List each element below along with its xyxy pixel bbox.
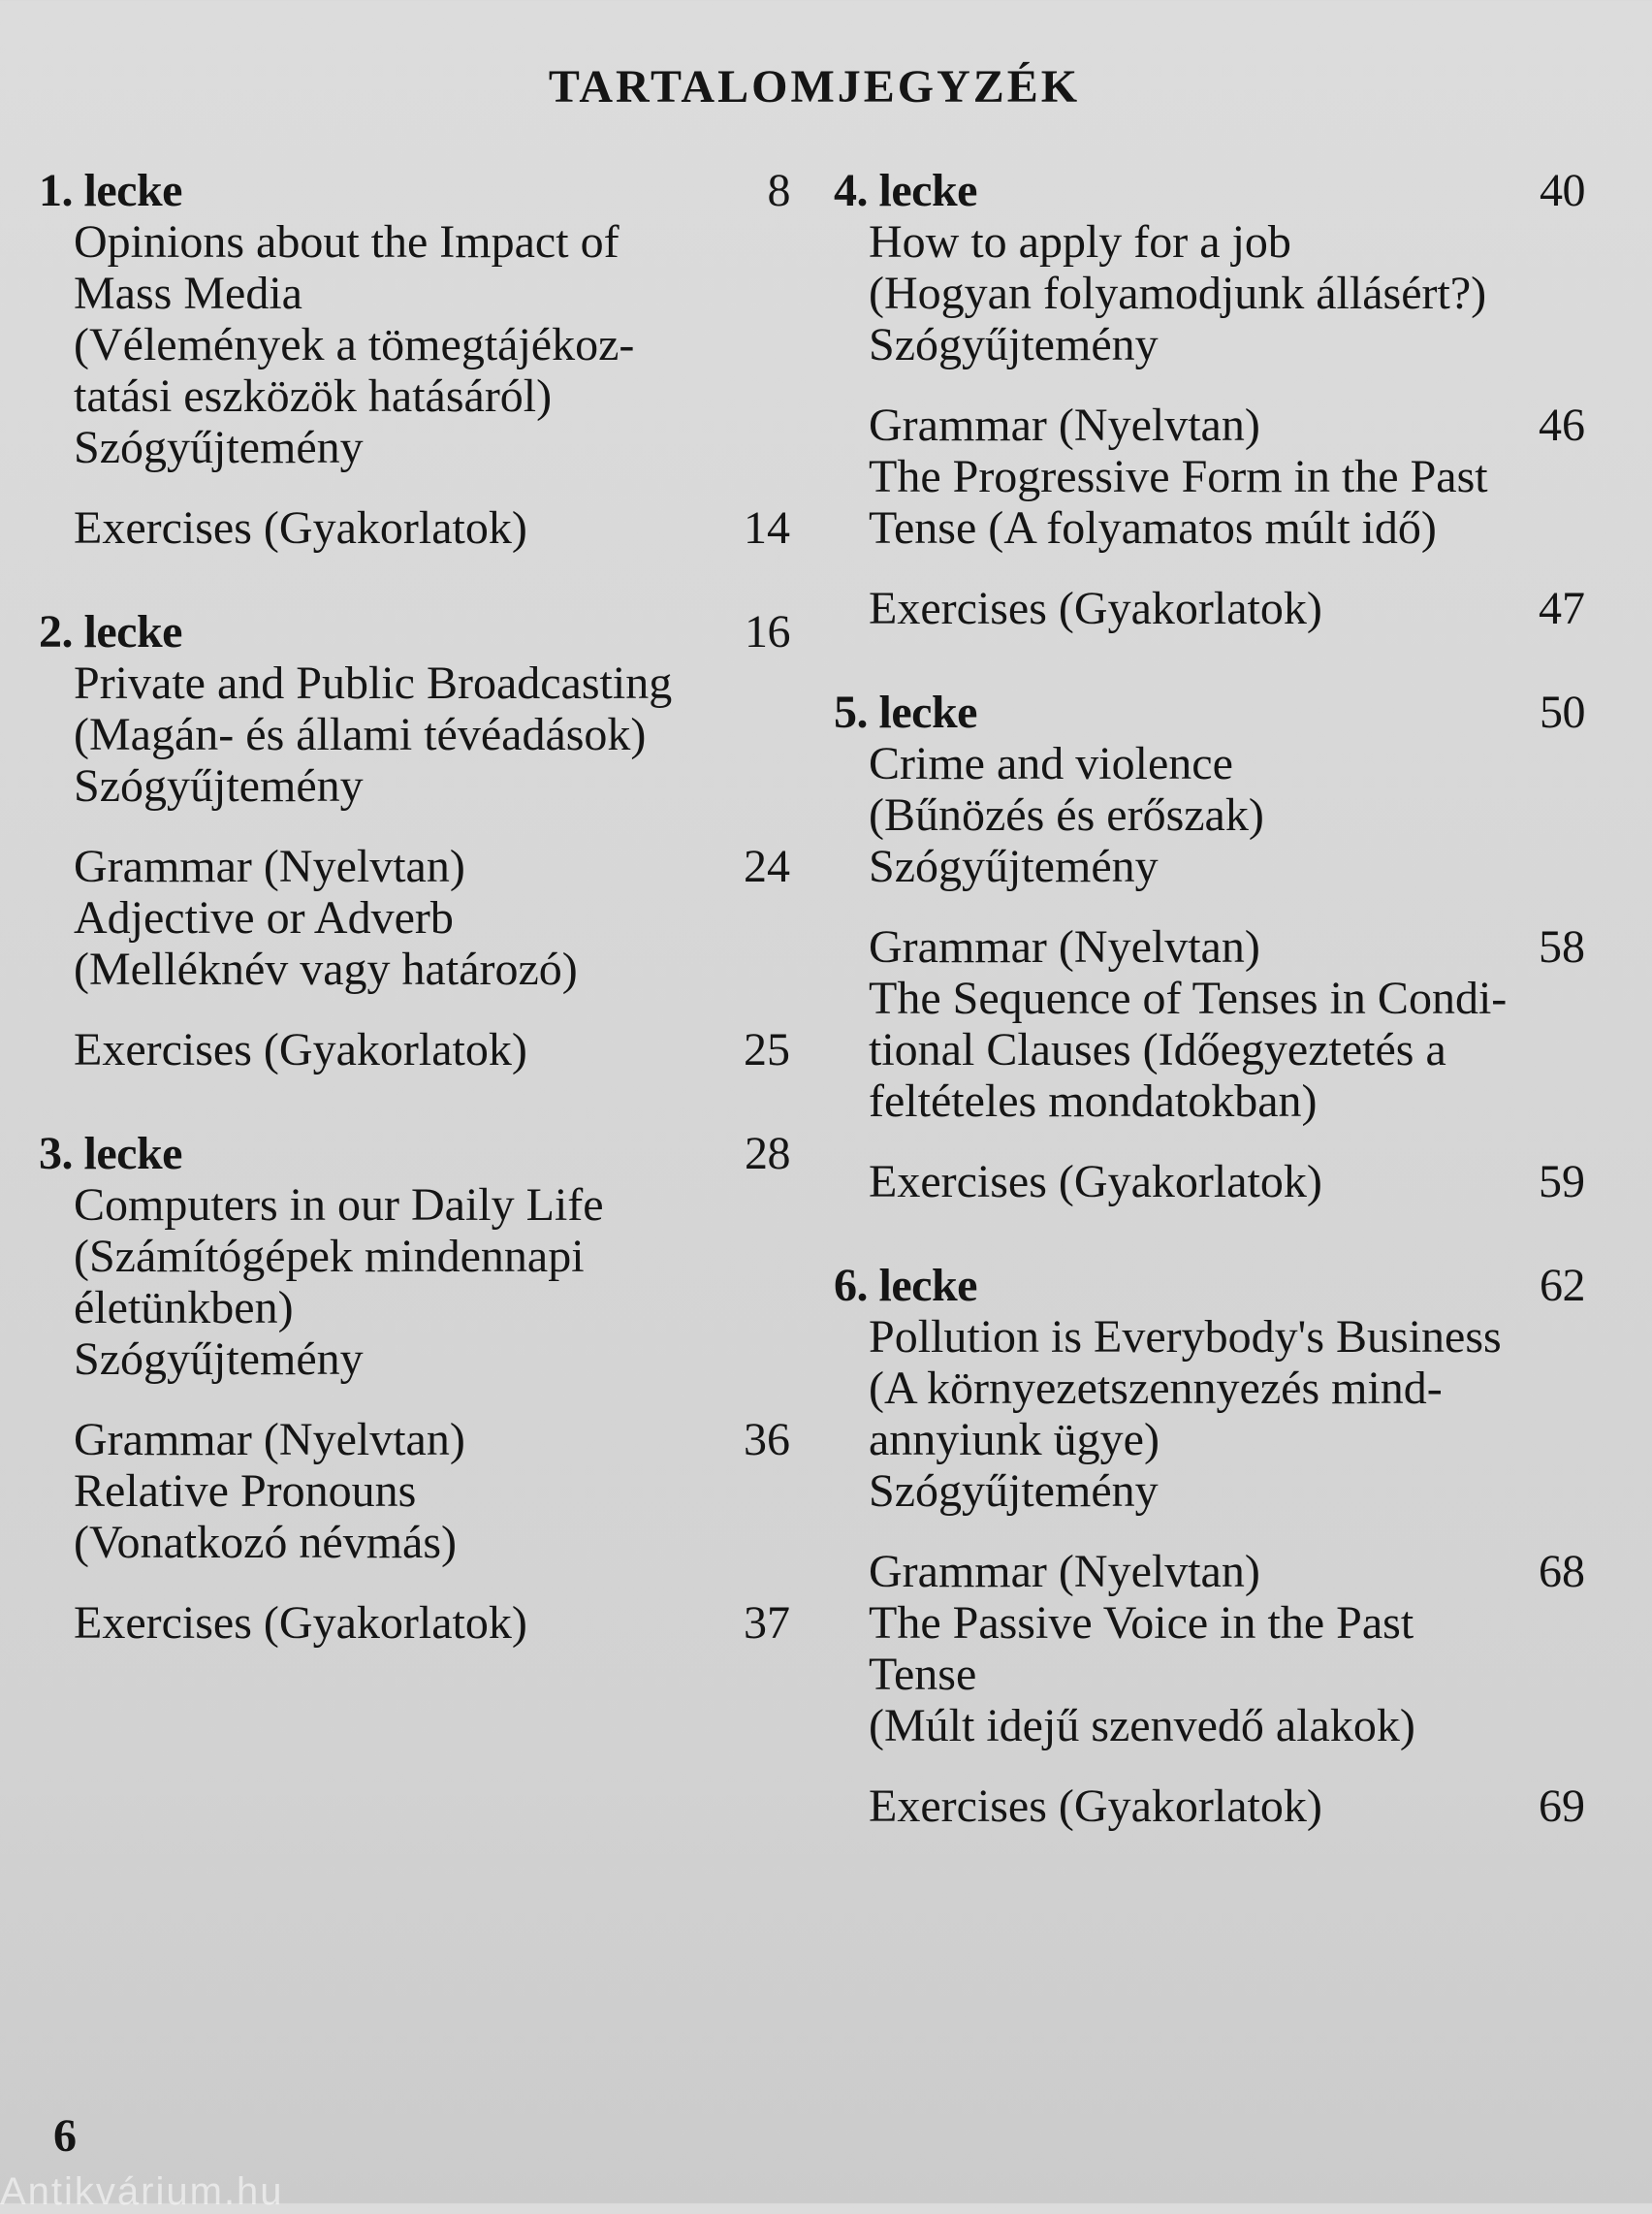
toc-entry	[834, 1781, 1585, 1832]
lesson-title: 3. lecke	[39, 1128, 182, 1179]
toc-entry-label: Grammar (Nyelvtan)	[869, 921, 1260, 973]
lesson-heading	[834, 165, 1585, 216]
toc-left-column	[39, 165, 790, 1701]
lesson-description-line: életünkben)	[74, 1282, 294, 1333]
lesson-description	[39, 658, 790, 812]
lesson-description-line: (Magán- és állami tévéadások)	[74, 709, 647, 760]
toc-right-column	[834, 165, 1585, 1884]
toc-entry-label: Exercises (Gyakorlatok)	[869, 1156, 1322, 1207]
toc-entry-heading	[834, 921, 1585, 973]
lesson-heading	[39, 606, 790, 658]
lesson-description	[834, 738, 1585, 892]
toc-entry-line: The Sequence of Tenses in Condi-	[869, 973, 1508, 1024]
lesson-description-line: (Vélemények a tömegtájékoz-	[74, 319, 635, 370]
toc-entry-heading	[834, 1546, 1585, 1597]
toc-entry-line: (Múlt idejű szenvedő alakok)	[869, 1700, 1415, 1751]
lesson-description	[39, 1179, 790, 1385]
toc-entry-page-number: 68	[1539, 1546, 1585, 1597]
lesson-description-line: Mass Media	[74, 268, 302, 319]
toc-entry-label: Grammar (Nyelvtan)	[869, 400, 1260, 451]
toc-entry-line: (Vonatkozó névmás)	[74, 1517, 458, 1568]
page-number: 6	[53, 2110, 77, 2162]
lesson-description-line: (Hogyan folyamodjunk állásért?)	[869, 268, 1487, 319]
lesson-description-line: How to apply for a job	[869, 216, 1291, 268]
toc-entry-page-number: 36	[744, 1414, 790, 1465]
lesson-page-number: 50	[1540, 687, 1585, 738]
toc-entry-line: Adjective or Adverb	[74, 892, 454, 944]
toc-entry-line: Relative Pronouns	[74, 1465, 417, 1517]
lesson-heading	[39, 165, 790, 216]
lesson-page-number: 40	[1540, 165, 1585, 216]
lesson-description-line: Szógyűjtemény	[869, 319, 1159, 370]
toc-entry-heading	[834, 1156, 1585, 1207]
lesson-heading	[834, 687, 1585, 738]
toc-entry-label: Exercises (Gyakorlatok)	[74, 1024, 527, 1075]
toc-entry-heading	[39, 1024, 790, 1075]
toc-entry	[39, 1024, 790, 1075]
lesson-page-number: 16	[745, 606, 790, 658]
toc-entry	[834, 583, 1585, 634]
lesson-description-line: Crime and violence	[869, 738, 1233, 789]
lesson-title: 6. lecke	[834, 1260, 977, 1311]
lesson-description-line: Szógyűjtemény	[869, 1465, 1159, 1517]
toc-entry-label: Grammar (Nyelvtan)	[869, 1546, 1260, 1597]
lesson-description-line: (Bűnözés és erőszak)	[869, 789, 1264, 841]
toc-lesson	[834, 687, 1585, 1207]
toc-entry-heading	[834, 583, 1585, 634]
toc-entry-line: (Melléknév vagy határozó)	[74, 944, 578, 995]
toc-entry	[834, 1156, 1585, 1207]
toc-entry-page-number: 46	[1539, 400, 1585, 451]
toc-entry-label: Exercises (Gyakorlatok)	[74, 1597, 527, 1649]
lesson-description-line: Szógyűjtemény	[869, 841, 1159, 892]
lesson-description-line: Computers in our Daily Life	[74, 1179, 604, 1231]
toc-entry-line: tional Clauses (Időegyeztetés a	[869, 1024, 1446, 1075]
toc-entry-page-number: 24	[744, 841, 790, 892]
toc-entry-heading	[39, 841, 790, 892]
toc-entry-heading	[39, 1597, 790, 1649]
lesson-title: 4. lecke	[834, 165, 977, 216]
lesson-description-line: Opinions about the Impact of	[74, 216, 620, 268]
toc-lesson	[39, 606, 790, 1075]
toc-entry-page-number: 25	[744, 1024, 790, 1075]
toc-lesson	[834, 165, 1585, 634]
toc-entry	[834, 921, 1585, 1127]
toc-lesson	[39, 1128, 790, 1649]
lesson-heading	[834, 1260, 1585, 1311]
watermark: Antikvárium.hu	[0, 2170, 284, 2213]
toc-entry	[39, 502, 790, 554]
lesson-description	[834, 1311, 1585, 1517]
toc-entry-page-number: 59	[1539, 1156, 1585, 1207]
toc-entry-label: Exercises (Gyakorlatok)	[869, 583, 1322, 634]
toc-entry-page-number: 37	[744, 1597, 790, 1649]
lesson-description-line: Pollution is Everybody's Business	[869, 1311, 1502, 1363]
lesson-title: 2. lecke	[39, 606, 182, 658]
toc-entry	[39, 841, 790, 995]
lesson-title: 5. lecke	[834, 687, 977, 738]
lesson-page-number: 8	[767, 165, 790, 216]
toc-entry-page-number: 69	[1539, 1781, 1585, 1832]
lesson-description-line: Szógyűjtemény	[74, 1333, 364, 1385]
toc-entry	[39, 1597, 790, 1649]
toc-entry-label: Grammar (Nyelvtan)	[74, 1414, 465, 1465]
lesson-heading	[39, 1128, 790, 1179]
lesson-page-number: 62	[1540, 1260, 1585, 1311]
lesson-description-line: Private and Public Broadcasting	[74, 658, 673, 709]
toc-lesson	[834, 1260, 1585, 1832]
lesson-description-line: annyiunk ügye)	[869, 1414, 1160, 1465]
lesson-description-line: Szógyűjtemény	[74, 422, 364, 473]
toc-entry-heading	[834, 1781, 1585, 1832]
toc-entry-label: Exercises (Gyakorlatok)	[869, 1781, 1322, 1832]
lesson-description	[39, 216, 790, 473]
toc-entry-heading	[39, 1414, 790, 1465]
toc-entry-line: The Passive Voice in the Past	[869, 1597, 1414, 1649]
lesson-description-line: (A környezetszennyezés mind-	[869, 1363, 1443, 1414]
toc-entry	[39, 1414, 790, 1568]
toc-entry-line: Tense (A folyamatos múlt idő)	[869, 502, 1437, 554]
toc-entry-label: Grammar (Nyelvtan)	[74, 841, 465, 892]
toc-entry-line: Tense	[869, 1649, 977, 1700]
toc-entry-heading	[39, 502, 790, 554]
lesson-page-number: 28	[745, 1128, 790, 1179]
lesson-description-line: Szógyűjtemény	[74, 760, 364, 812]
toc-entry	[834, 400, 1585, 554]
toc-entry-page-number: 14	[744, 502, 790, 554]
toc-entry-label: Exercises (Gyakorlatok)	[74, 502, 527, 554]
page-title: TARTALOMJEGYZÉK	[548, 61, 1081, 112]
lesson-title: 1. lecke	[39, 165, 182, 216]
toc-entry-line: feltételes mondatokban)	[869, 1075, 1318, 1127]
toc-lesson	[39, 165, 790, 554]
toc-entry-page-number: 47	[1539, 583, 1585, 634]
lesson-description-line: (Számítógépek mindennapi	[74, 1231, 585, 1282]
toc-entry-line: The Progressive Form in the Past	[869, 451, 1488, 502]
toc-entry	[834, 1546, 1585, 1751]
toc-entry-page-number: 58	[1539, 921, 1585, 973]
toc-entry-heading	[834, 400, 1585, 451]
lesson-description	[834, 216, 1585, 370]
lesson-description-line: tatási eszközök hatásáról)	[74, 370, 553, 422]
